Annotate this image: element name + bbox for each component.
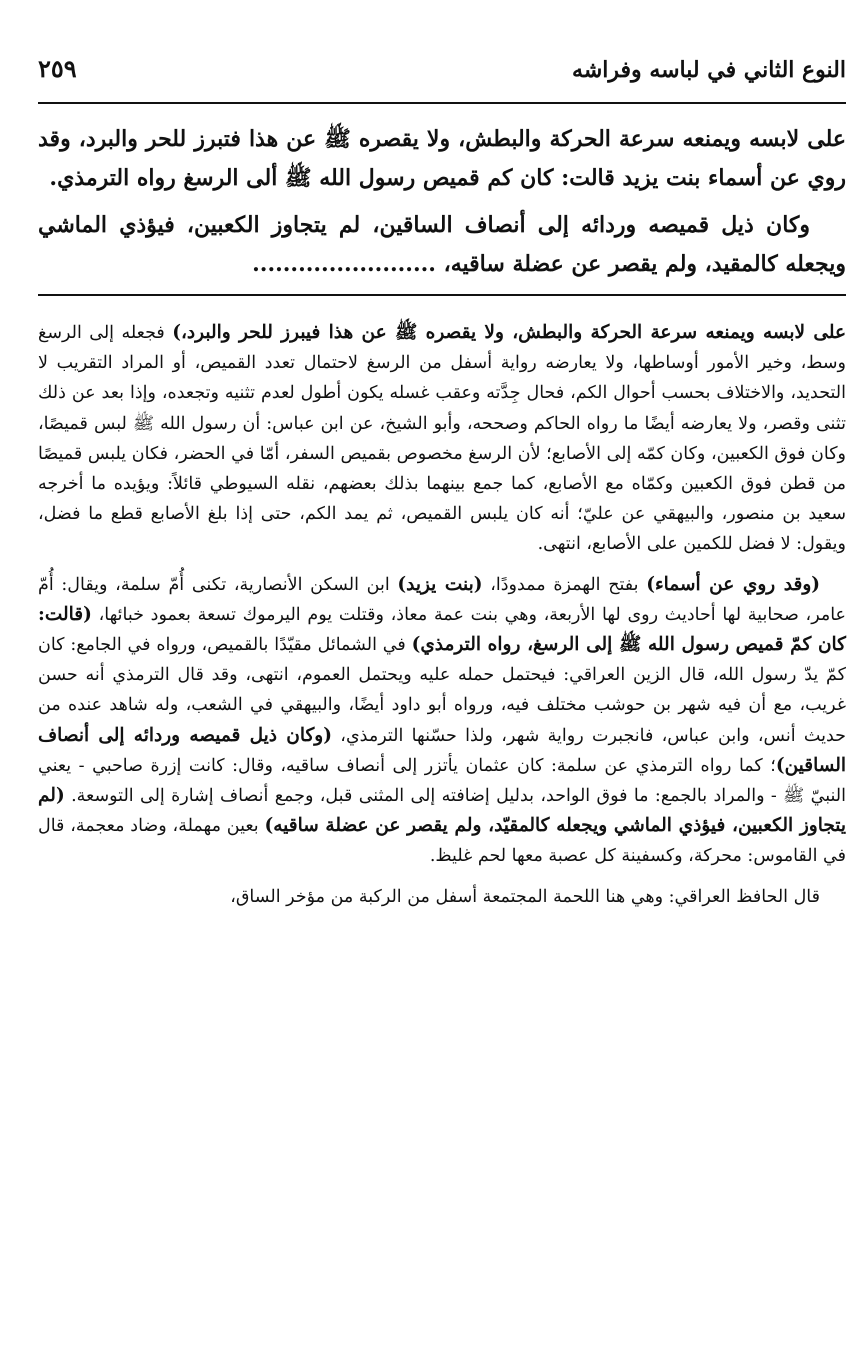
commentary-paragraph-3: قال الحافظ العراقي: وهي هنا اللحمة المجتمعة أسفل من الركبة من مؤخر الساق، [230, 886, 820, 907]
commentary-text: ابن السكن الأنصارية، تكنى أُمّ سلمة، ويقال: أُمّ عامر، صحابية لها أحاديث روى لها الأربعة، وهي بنت عمة معاذ، وقتلت يوم اليرموك تسعة بعمود خبائها، [38, 574, 846, 625]
commentary-text: بعين مهملة، وضاد معجمة، قال في القاموس: محركة، وكسفينة كل عصبة معها لحم غليظ. [38, 816, 846, 867]
quoted-main-text: على لابسه ويمنعه سرعة الحركة والبطش، ولا يقصره ﷺ عن هذا فيبرز للحر والبرد،) [172, 322, 847, 343]
page-number: ٢٥٩ [38, 54, 77, 83]
commentary-paragraph-1 [38, 318, 846, 560]
book-page [38, 54, 846, 922]
commentary-text: ؛ كما رواه الترمذي عن سلمة: كان عثمان يأتزر إلى أنصاف ساقيه، وقال: كانت إزرة صاحبي - يعني النبيّ ﷺ - والمراد بالجمع: ما فوق الواحد، بدليل إضافته إلى المثنى قبل، وجمع أنصاف إشارة إلى التوسعة. [38, 755, 846, 807]
quoted-main-text: (قالت: كان كمّ قميص رسول الله ﷺ إلى الرسغ، رواه الترمذي) [38, 603, 846, 656]
running-title: النوع الثاني في لباسه وفراشه [572, 57, 846, 83]
main-text-paragraph-2: وكان ذيل قميصه وردائه إلى أنصاف الساقين، لم يتجاوز الكعبين، فيؤذي الماشي ويجعله كالمقيد، ولم يقصر عن عضلة ساقيه، ........................ [38, 212, 846, 277]
page-header [38, 54, 846, 96]
commentary-text: في الشمائل مقيّدًا بالقميص، ورواه في الجامع: كان كمّ يدّ رسول الله، قال الزين العراقي: فيحتمل حمله عليه ويحتمل العموم، انتهى، وقد قال الترمذي أنه حسن غريب، مع أن فيه شهر بن حوشب مختلف فيه، ورواه أبو داود أيضًا، والبيهقي في الشعب، وله شاهد عنده من حديث أنس، وابن عباس، فانجبرت رواية شهر، ولذا حسّنها الترمذي، [38, 635, 846, 746]
quoted-main-text: (وقد روي عن أسماء) [646, 573, 821, 595]
commentary-paragraph-2 [38, 570, 846, 872]
main-text-paragraph-1: على لابسه ويمنعه سرعة الحركة والبطش، ولا يقصره ﷺ عن هذا فتبرز للحر والبرد، وقد روي عن أسماء بنت يزيد قالت: كان كم قميص رسول الله ﷺ ألى الرسغ رواه الترمذي. [38, 126, 846, 191]
commentary-divider [38, 294, 846, 296]
commentary-text: بفتح الهمزة ممدودًا، [482, 574, 647, 595]
quoted-main-text: (وكان ذيل قميصه وردائه إلى أنصاف الساقين) [38, 724, 846, 776]
commentary-text: فجعله إلى الرسغ وسط، وخير الأمور أوساطها، ولا يعارضه رواية أسفل من الرسغ لاحتمال تعدد القميص، أو المراد التقريب لا التحديد، والاختلاف بحسب أحوال الكم، فحال جِدَّته وعقب غسله يكون أطول لعدم تثنيه وتجعده، وإذا بعد عن ذلك تثنى وقصر، ولا يعارضه أيضًا ما رواه الحاكم وصححه، وأبو الشيخ، عن ابن عباس: أن رسول الله ﷺ لبس قميصًا، وكان فوق الكعبين، وكان كمّه إلى الأصابع؛ لأن الرسغ مخصوص بقميص السفر، أمّا في الحضر، فكان يلبس قميصًا من قطن فوق الكعبين وكمّاه مع الأصابع، كما جمع بينهما بذلك بعضهم، نقله السيوطي قائلاً: ويؤيده ما أخرجه سعيد بن منصور، والبيهقي عن عليّ؛ أنه كان يلبس القميص، ثم يمد الكم، حتى إذا بلغ الأصابع قطع ما فضل، ويقول: لا فضل للكمين على الأصابع، انتهى. [38, 323, 846, 555]
quoted-main-text: (بنت يزيد) [397, 573, 483, 595]
commentary [38, 318, 846, 912]
quoted-main-text: (لم يتجاوز الكعبين، فيؤذي الماشي ويجعله كالمقيّد، ولم يقصر عن عضلة ساقيه) [38, 785, 847, 837]
main-text [38, 120, 846, 284]
header-divider [38, 102, 846, 104]
